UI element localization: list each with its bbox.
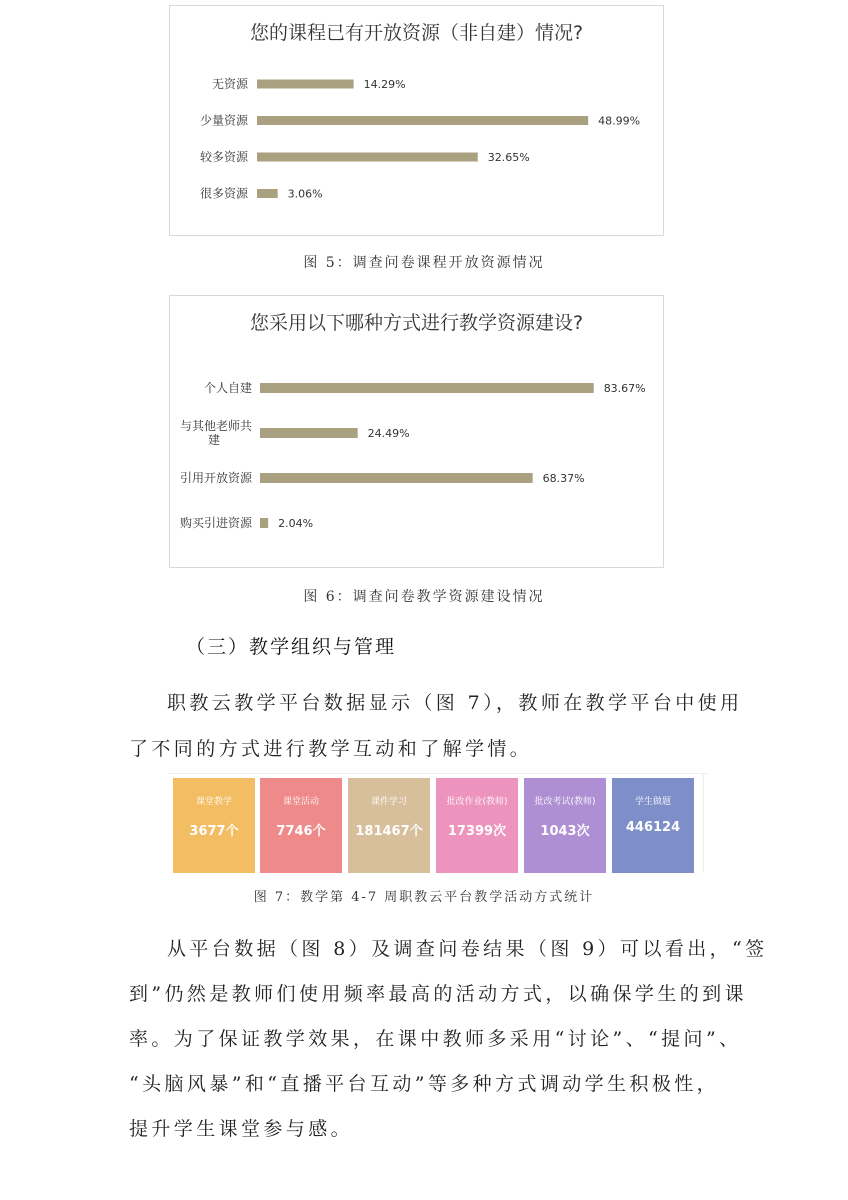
stat-card-student-exercises: [612, 778, 694, 873]
stat-card-grade-exam: [524, 778, 606, 873]
category-label: 建: [207, 433, 221, 447]
section-heading: （三）教学组织与管理: [186, 636, 397, 658]
stat-card-class-activity: [260, 778, 342, 873]
stat-label: 学生做题: [634, 797, 671, 807]
stat-card-class-teaching: [173, 778, 255, 873]
stat-label: 课堂活动: [282, 797, 319, 807]
bar: [257, 153, 478, 162]
figure-caption: 图 6：调查问卷教学资源建设情况: [303, 589, 545, 605]
bar: [257, 80, 354, 89]
value-label: 24.49%: [367, 427, 410, 440]
category-label: 购买引进资源: [179, 516, 252, 530]
value-label: 83.67%: [603, 382, 646, 395]
divider: [168, 773, 708, 774]
stat-value: 181467个: [355, 824, 423, 839]
bar: [257, 189, 278, 198]
paragraph-line: 到”仍然是教师们使用频率最高的活动方式，以确保学生的到课: [129, 983, 747, 1005]
bar: [260, 383, 594, 393]
stat-label: 批改作业(教师): [446, 797, 508, 807]
chart-title: 您的课程已有开放资源（非自建）情况?: [249, 22, 584, 44]
category-label: 引用开放资源: [179, 471, 252, 485]
stat-value: 446124: [625, 820, 681, 835]
bar-chart-svg: [170, 6, 663, 235]
chart-title: 您采用以下哪种方式进行教学资源建设?: [249, 312, 584, 334]
chart-resource-construction: [169, 295, 664, 568]
stat-value: 3677个: [189, 824, 239, 839]
stat-value: 7746个: [276, 824, 326, 839]
value-label: 2.04%: [278, 517, 314, 530]
value-label: 3.06%: [287, 187, 323, 201]
paragraph-line: 提升学生课堂参与感。: [129, 1118, 354, 1140]
stat-card-grade-homework: [436, 778, 518, 873]
category-label: 个人自建: [203, 381, 252, 395]
value-label: 68.37%: [542, 472, 585, 485]
stat-label: 课堂教学: [195, 797, 232, 807]
value-label: 14.29%: [363, 78, 406, 91]
paragraph-line: 率。为了保证教学效果，在课中教师多采用“讨论”、“提问”、: [129, 1028, 742, 1050]
stat-card-courseware-study: [348, 778, 430, 873]
figure-caption: 图 5：调查问卷课程开放资源情况: [303, 255, 545, 271]
category-label: 少量资源: [199, 113, 248, 128]
value-label: 32.65%: [487, 151, 530, 164]
category-label: 无资源: [211, 77, 248, 91]
paragraph-line: 职教云教学平台数据显示（图 7），教师在教学平台中使用: [167, 692, 743, 714]
value-label: 48.99%: [598, 114, 641, 128]
stat-label: 课件学习: [370, 797, 407, 807]
paragraph-line: 了不同的方式进行教学互动和了解学情。: [129, 738, 533, 760]
divider: [703, 773, 704, 873]
figure-caption: 图 7：教学第 4-7 周职教云平台教学活动方式统计: [253, 890, 595, 905]
bar: [260, 518, 268, 528]
paragraph-line: “头脑风暴”和“直播平台互动”等多种方式调动学生积极性，: [129, 1073, 720, 1095]
bar: [260, 473, 533, 483]
activity-stats-strip: [168, 773, 708, 873]
category-label: 与其他老师共: [179, 419, 252, 433]
stat-value: 17399次: [447, 824, 507, 839]
stat-value: 1043次: [540, 824, 590, 839]
paragraph-line: 从平台数据（图 8）及调查问卷结果（图 9）可以看出，“签: [167, 938, 768, 960]
bar-chart-svg: [170, 296, 663, 567]
bar: [257, 116, 588, 125]
category-label: 较多资源: [199, 150, 248, 164]
chart-open-resources: [169, 5, 664, 236]
stat-label: 批改考试(教师): [534, 797, 596, 807]
bar: [260, 428, 358, 438]
category-label: 很多资源: [199, 186, 248, 201]
